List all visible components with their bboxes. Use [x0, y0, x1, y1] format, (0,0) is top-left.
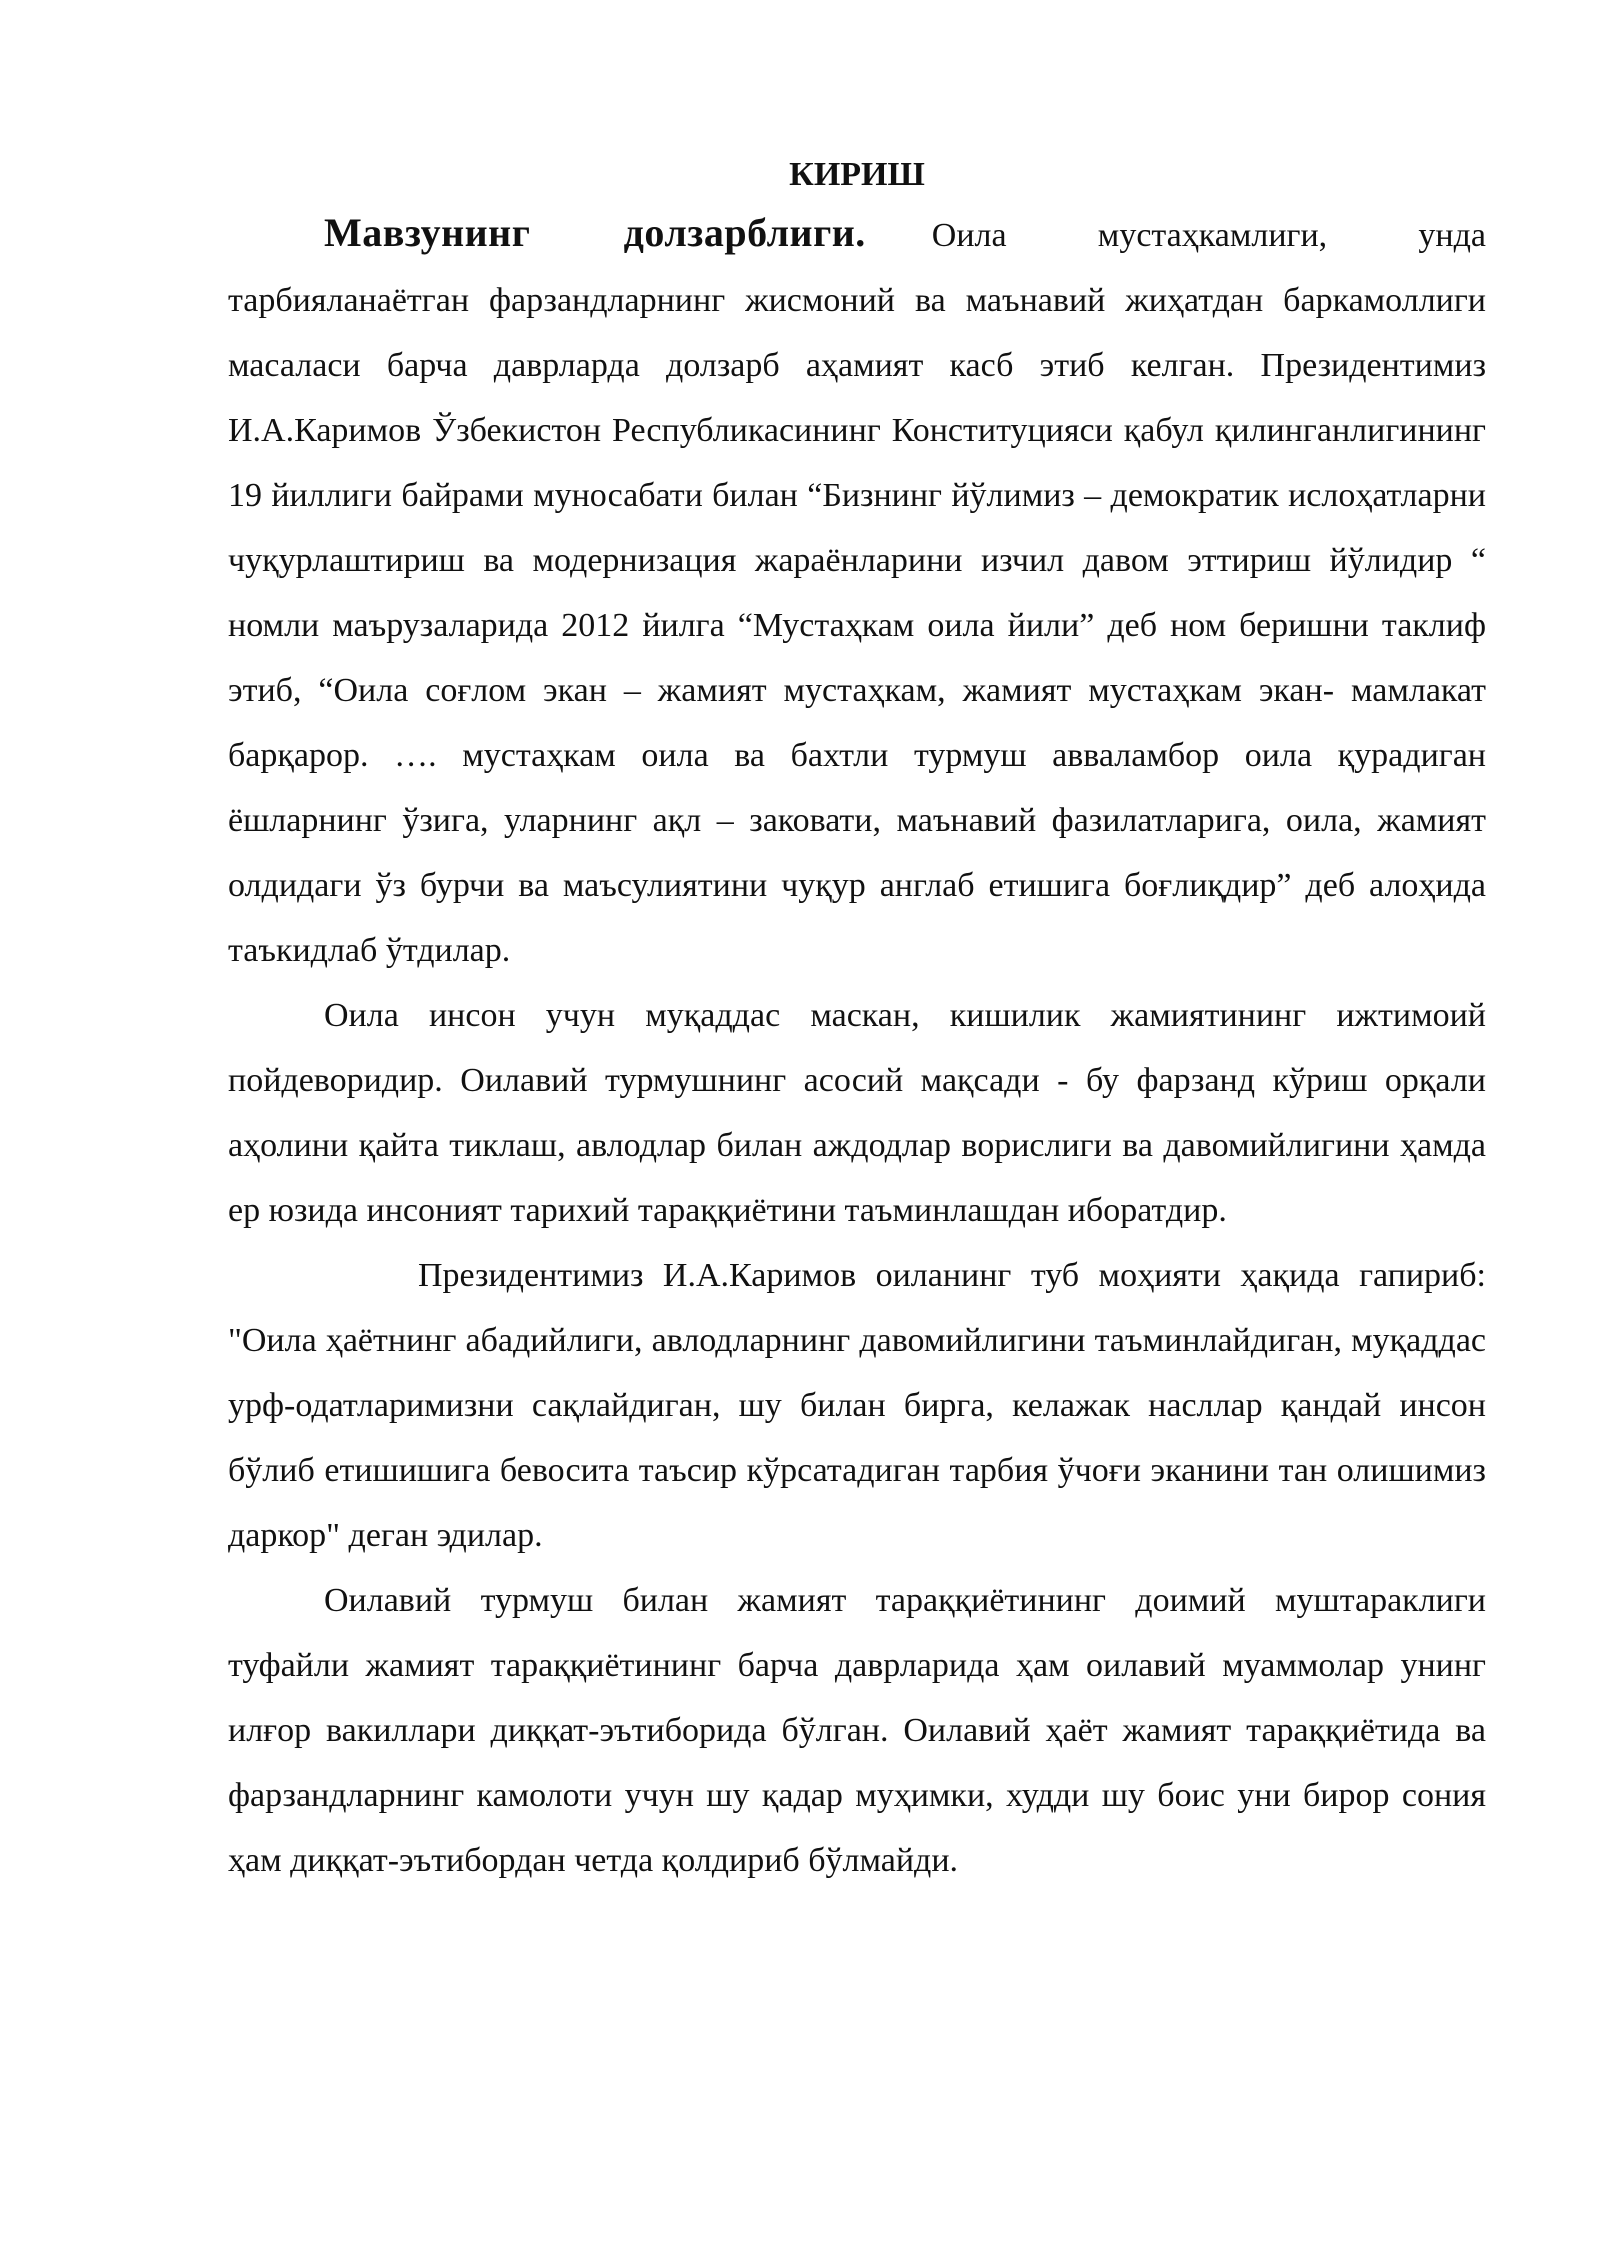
document-page: [228, 150, 1486, 1893]
section-lead-heading: Мавзунинг долзарблиги.: [324, 210, 866, 255]
paragraph-president-quote: Президентимиз И.А.Каримов оиланинг туб моҳияти ҳақида гапириб: "Оила ҳаётнинг абадийлиги, авлодларнинг давомийлигини таъминлайдиган, муқаддас урф-одатларимизни сақлайдиган, шу билан бирга, келажак насллар қандай инсон бўлиб етишишига бевосита таъсир кўрсатадиган тарбия ўчоғи эканини тан олишимиз даркор" деган эдилар.: [228, 1257, 1486, 1554]
paragraph-family-definition: Оила инсон учун муқаддас маскан, кишилик жамиятининг ижтимоий пойдеворидир. Оилавий турмушнинг асосий мақсади - бу фарзанд кўриш орқали аҳолини қайта тиклаш, авлодлар билан аждодлар ворислиги ва давомийлигини ҳамда ер юзида инсоният тарихий тараққиётини таъминлашдан иборатдир.: [228, 997, 1486, 1229]
paragraph-relevance: [228, 200, 1486, 983]
paragraph-1-text: Оила мустаҳкамлиги, унда тарбияланаётган фарзандларнинг жисмоний ва маънавий жиҳатдан баркамоллиги масаласи барча даврларда долзарб аҳамият касб этиб келган. Президентимиз И.А.Каримов Ўзбекистон Республикасининг Конституцияси қабул қилинганлигининг 19 йиллиги байрами муносабати билан “Бизнинг йўлимиз – демократик ислоҳатларни чуқурлаштириш ва модернизация жараёнларини изчил давом эттириш йўлидир “ номли маърузаларида 2012 йилга “Мустаҳкам оила йили” деб ном беришни таклиф этиб, “Оила соғлом экан – жамият мустаҳкам, жамият мустаҳкам экан- мамлакат барқарор. …. мустаҳкам оила ва бахтли турмуш авваламбор оила қурадиган ёшларнинг ўзига, уларнинг ақл – заковати, маънавий фазилатларига, оила, жамият олдидаги ўз бурчи ва маъсулиятини чуқур англаб етишига боғлиқдир” деб алоҳида таъкидлаб ўтдилар.: [228, 217, 1486, 969]
paragraph-family-society: Оилавий турмуш билан жамият тараққиётининг доимий муштараклиги туфайли жамият тараққиётининг барча даврларида ҳам оилавий муаммолар унинг илғор вакиллари диққат-эътиборида бўлган. Оилавий ҳаёт жамият тараққиётида ва фарзандларнинг камолоти учун шу қадар муҳимки, худди шу боис уни бирор сония ҳам диққат-эътибордан четда қолдириб бўлмайди.: [228, 1582, 1486, 1879]
document-title: КИРИШ: [789, 156, 925, 193]
